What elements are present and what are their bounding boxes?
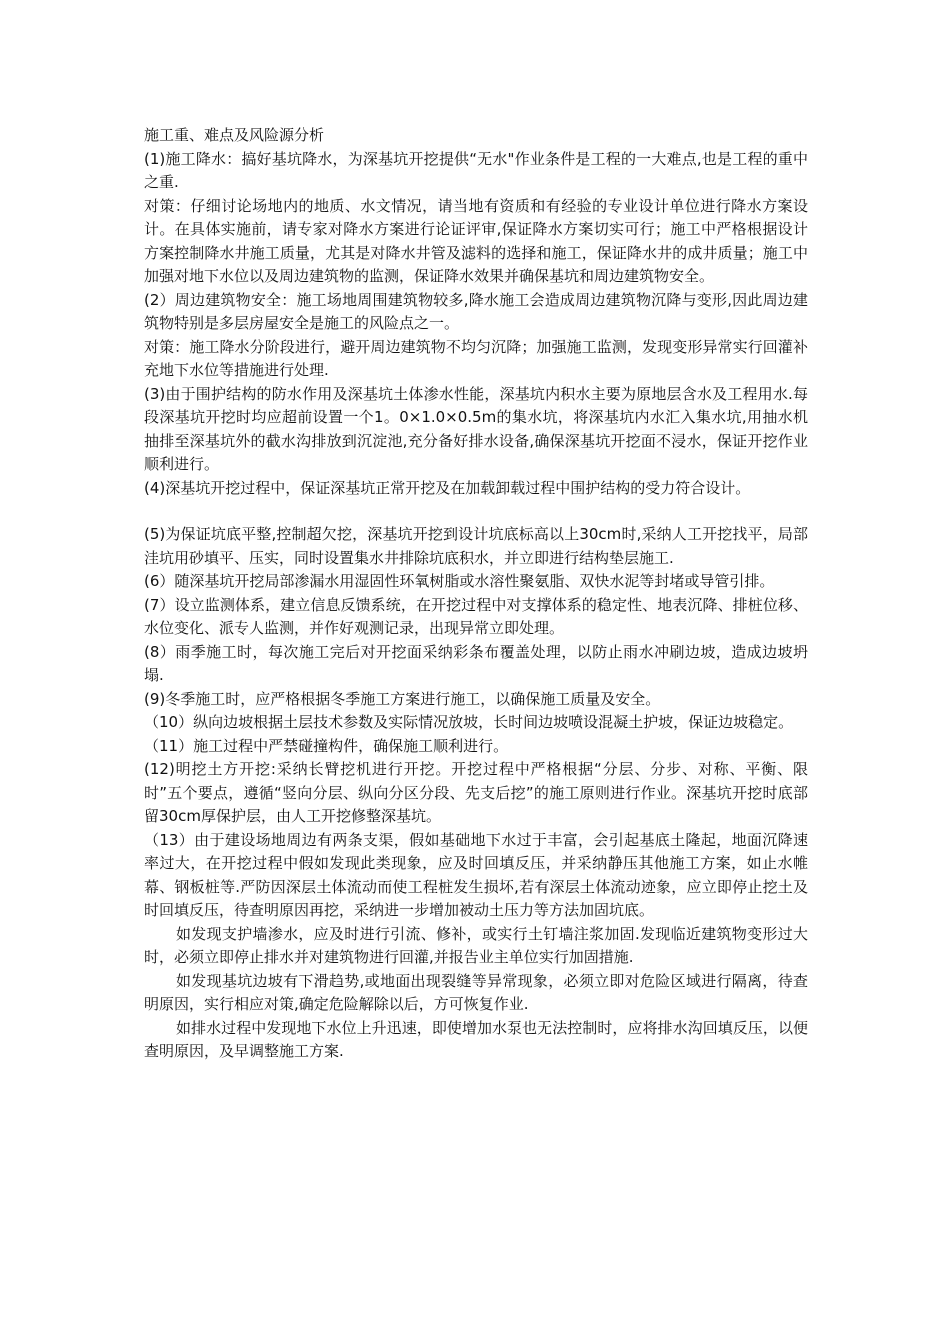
paragraph-3: (3)由于围护结构的防水作用及深基坑土体渗水性能，深基坑内积水主要为原地层含水及工程用水.每段深基坑开挖时均应超前设置一个1。0×1.0×0.5m的集水坑，将深基坑内水汇入集水坑,用抽水机抽排至深基坑外的截水沟排放到沉淀池,充分备好排水设备,确保深基坑开挖面不浸水，保证开挖作业顺利进行。 — [144, 384, 808, 473]
blank-line — [144, 500, 808, 523]
paragraph-slope-slide: 如发现基坑边坡有下滑趋势,或地面出现裂缝等异常现象，必须立即对危险区域进行隔离，待查明原因，实行相应对策,确定危险解除以后，方可恢复作业. — [144, 971, 808, 1013]
page-title: 施工重、难点及风险源分析 — [144, 126, 325, 144]
paragraph-8: (8）雨季施工时，每次施工完后对开挖面采纳彩条布覆盖处理，以防止雨水冲刷边坡，造成边坡坍塌. — [144, 642, 808, 684]
paragraph-4: (4)深基坑开挖过程中，保证深基坑正常开挖及在加载卸载过程中围护结构的受力符合设计。 — [144, 478, 751, 497]
paragraph-10: （10）纵向边坡根据土层技术参数及实际情况放坡，长时间边坡喷设混凝土护坡，保证边坡稳定。 — [144, 713, 794, 731]
paragraph-1: (1)施工降水：搞好基坑降水，为深基坑开挖提供“无水"作业条件是工程的一大难点,也是工程的重中之重. — [144, 149, 808, 191]
paragraph-1-countermeasure: 对策：仔细讨论场地内的地质、水文情况，请当地有资质和有经验的专业设计单位进行降水方案设计。在具体实施前，请专家对降水方案进行论证评审,保证降水方案切实可行；施工中严格根据设计方案控制降水井施工质量，尤其是对降水井管及滤料的选择和施工，保证降水井的成井质量；施工中加强对地下水位以及周边建筑物的监测，保证降水效果并确保基坑和周边建筑物安全。 — [144, 196, 808, 285]
paragraph-2: (2）周边建筑物安全：施工场地周围建筑物较多,降水施工会造成周边建筑物沉降与变形,因此周边建筑物特别是多层房屋安全是施工的风险点之一。 — [144, 290, 808, 332]
paragraph-12: (12)明挖土方开挖:采纳长臂挖机进行开挖。开挖过程中严格根据“分层、分步、对称、平衡、限时”五个要点，遵循“竖向分层、纵向分区分段、先支后挖”的施工原则进行作业。深基坑开挖时底部留30cm厚保护层，由人工开挖修整深基坑。 — [144, 760, 808, 825]
paragraph-6: (6）随深基坑开挖局部渗漏水用湿固性环氧树脂或水溶性聚氨脂、双快水泥等封堵或导管引排。 — [144, 572, 775, 590]
paragraph-11: （11）施工过程中严禁碰撞构件，确保施工顺利进行。 — [144, 736, 509, 755]
paragraph-seepage: 如发现支护墙渗水，应及时进行引流、修补，或实行土钉墙注浆加固.发现临近建筑物变形过大时，必须立即停止排水并对建筑物进行回灌,并报告业主单位实行加固措施. — [144, 924, 808, 966]
paragraph-5: (5)为保证坑底平整,控制超欠挖，深基坑开挖到设计坑底标高以上30cm时,采纳人工开挖找平，局部洼坑用砂填平、压实，同时设置集水井排除坑底积水，并立即进行结构垫层施工. — [144, 525, 808, 567]
document-body — [144, 124, 808, 1064]
paragraph-2-countermeasure: 对策：施工降水分阶段进行，避开周边建筑物不均匀沉降；加强施工监测，发现变形异常实行回灌补充地下水位等措施进行处理. — [144, 337, 808, 379]
paragraph-9: (9)冬季施工时，应严格根据冬季施工方案进行施工，以确保施工质量及安全。 — [144, 689, 661, 708]
paragraph-13: （13）由于建设场地周边有两条支渠，假如基础地下水过于丰富，会引起基底土隆起，地面沉降速率过大，在开挖过程中假如发现此类现象，应及时回填反压，并采纳静压其他施工方案，如止水帷幕、钢板桩等.严防因深层土体流动而使工程桩发生损坏,若有深层土体流动迹象，应立即停止挖土及时回填反压，待查明原因再挖，采纳进一步增加被动土压力等方法加固坑底。 — [144, 830, 808, 919]
paragraph-7: (7）设立监测体系，建立信息反馈系统，在开挖过程中对支撑体系的稳定性、地表沉降、排桩位移、水位变化、派专人监测，并作好观测记录，出现异常立即处理。 — [144, 595, 808, 637]
paragraph-groundwater-rise: 如排水过程中发现地下水位上升迅速，即使增加水泵也无法控制时，应将排水沟回填反压，以便查明原因，及早调整施工方案. — [144, 1018, 808, 1060]
